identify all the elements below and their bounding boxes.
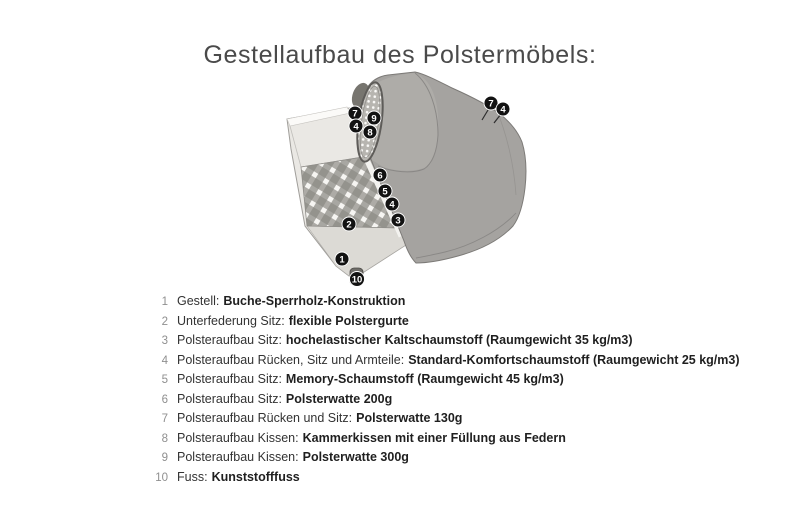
legend-item-value: Kammerkissen mit einer Füllung aus Federn bbox=[302, 430, 566, 445]
legend-item-number: 9 bbox=[161, 452, 168, 464]
legend-list bbox=[152, 292, 740, 487]
legend-item-number: 3 bbox=[161, 335, 168, 347]
legend-item-value: Polsterwatte 130g bbox=[356, 411, 463, 425]
legend-item-label: Polsteraufbau Kissen: bbox=[177, 430, 299, 445]
legend-item-number: 8 bbox=[161, 432, 168, 445]
legend-item-4 bbox=[152, 351, 740, 371]
legend-item-label: Polsteraufbau Sitz: bbox=[177, 333, 282, 347]
legend-item-label: Polsteraufbau Rücken, Sitz und Armteile: bbox=[177, 352, 405, 367]
marker-10 bbox=[350, 272, 365, 287]
svg-text:7: 7 bbox=[352, 108, 358, 120]
legend-item-value: Memory-Schaumstoff (Raumgewicht 45 kg/m3) bbox=[285, 372, 564, 386]
legend-item-label: Unterfederung Sitz: bbox=[177, 313, 285, 328]
svg-text:5: 5 bbox=[382, 186, 388, 198]
legend-item-label: Polsteraufbau Kissen: bbox=[177, 450, 299, 464]
marker-1 bbox=[335, 252, 349, 266]
legend-item-label: Fuss: bbox=[177, 469, 208, 484]
legend-item-2 bbox=[152, 312, 740, 332]
svg-text:4: 4 bbox=[500, 104, 506, 116]
svg-text:7: 7 bbox=[488, 98, 494, 110]
svg-text:4: 4 bbox=[353, 121, 359, 133]
page-title: Gestellaufbau des Polstermöbels: bbox=[203, 41, 597, 69]
legend-item-number: 4 bbox=[161, 354, 168, 367]
marker-9 bbox=[367, 111, 381, 125]
legend-item-value: hochelastischer Kaltschaumstoff (Raumgewicht 35 kg/m3) bbox=[285, 333, 633, 347]
svg-text:4: 4 bbox=[389, 199, 395, 211]
marker-6 bbox=[373, 168, 387, 182]
svg-text:10: 10 bbox=[351, 274, 363, 286]
marker-2 bbox=[342, 217, 356, 231]
legend-item-number: 10 bbox=[155, 471, 168, 484]
legend-item-number: 1 bbox=[161, 296, 168, 308]
svg-text:6: 6 bbox=[377, 170, 383, 182]
legend-item-label: Polsteraufbau Rücken und Sitz: bbox=[177, 411, 353, 425]
svg-text:9: 9 bbox=[371, 113, 377, 125]
legend-item-7 bbox=[152, 409, 740, 429]
legend-item-value: Polsterwatte 200g bbox=[285, 391, 393, 406]
marker-4-back bbox=[349, 119, 363, 133]
legend-item-number: 5 bbox=[161, 374, 168, 386]
svg-text:1: 1 bbox=[339, 254, 345, 266]
legend-item-value: Buche-Sperrholz-Konstruktion bbox=[223, 294, 406, 308]
marker-3 bbox=[391, 213, 405, 227]
legend-item-value: Polsterwatte 300g bbox=[302, 450, 409, 464]
legend-item-1 bbox=[152, 292, 740, 312]
legend-item-6 bbox=[152, 390, 740, 410]
legend-item-label: Polsteraufbau Sitz: bbox=[177, 391, 282, 406]
legend-item-number: 7 bbox=[161, 413, 168, 425]
marker-5 bbox=[378, 184, 392, 198]
legend-item-10 bbox=[152, 468, 740, 488]
legend-item-number: 2 bbox=[161, 315, 168, 328]
legend-item-3 bbox=[152, 331, 740, 351]
svg-text:3: 3 bbox=[395, 215, 401, 227]
svg-text:2: 2 bbox=[346, 219, 352, 231]
legend-item-8 bbox=[152, 429, 740, 449]
marker-8 bbox=[363, 125, 377, 139]
legend-item-label: Gestell: bbox=[177, 294, 220, 308]
legend-item-value: flexible Polstergurte bbox=[288, 313, 409, 328]
legend-item-9 bbox=[152, 448, 740, 468]
legend-item-value: Standard-Komfortschaumstoff (Raumgewicht 25 kg/m3) bbox=[408, 352, 740, 367]
legend-item-number: 6 bbox=[161, 393, 168, 406]
legend-item-label: Polsteraufbau Sitz: bbox=[177, 372, 282, 386]
marker-4-armrest bbox=[496, 102, 510, 116]
legend-item-value: Kunststofffuss bbox=[211, 469, 300, 484]
legend-item-5 bbox=[152, 370, 740, 390]
marker-7-back bbox=[348, 106, 362, 120]
marker-4-seat bbox=[385, 197, 399, 211]
svg-text:8: 8 bbox=[367, 127, 373, 139]
